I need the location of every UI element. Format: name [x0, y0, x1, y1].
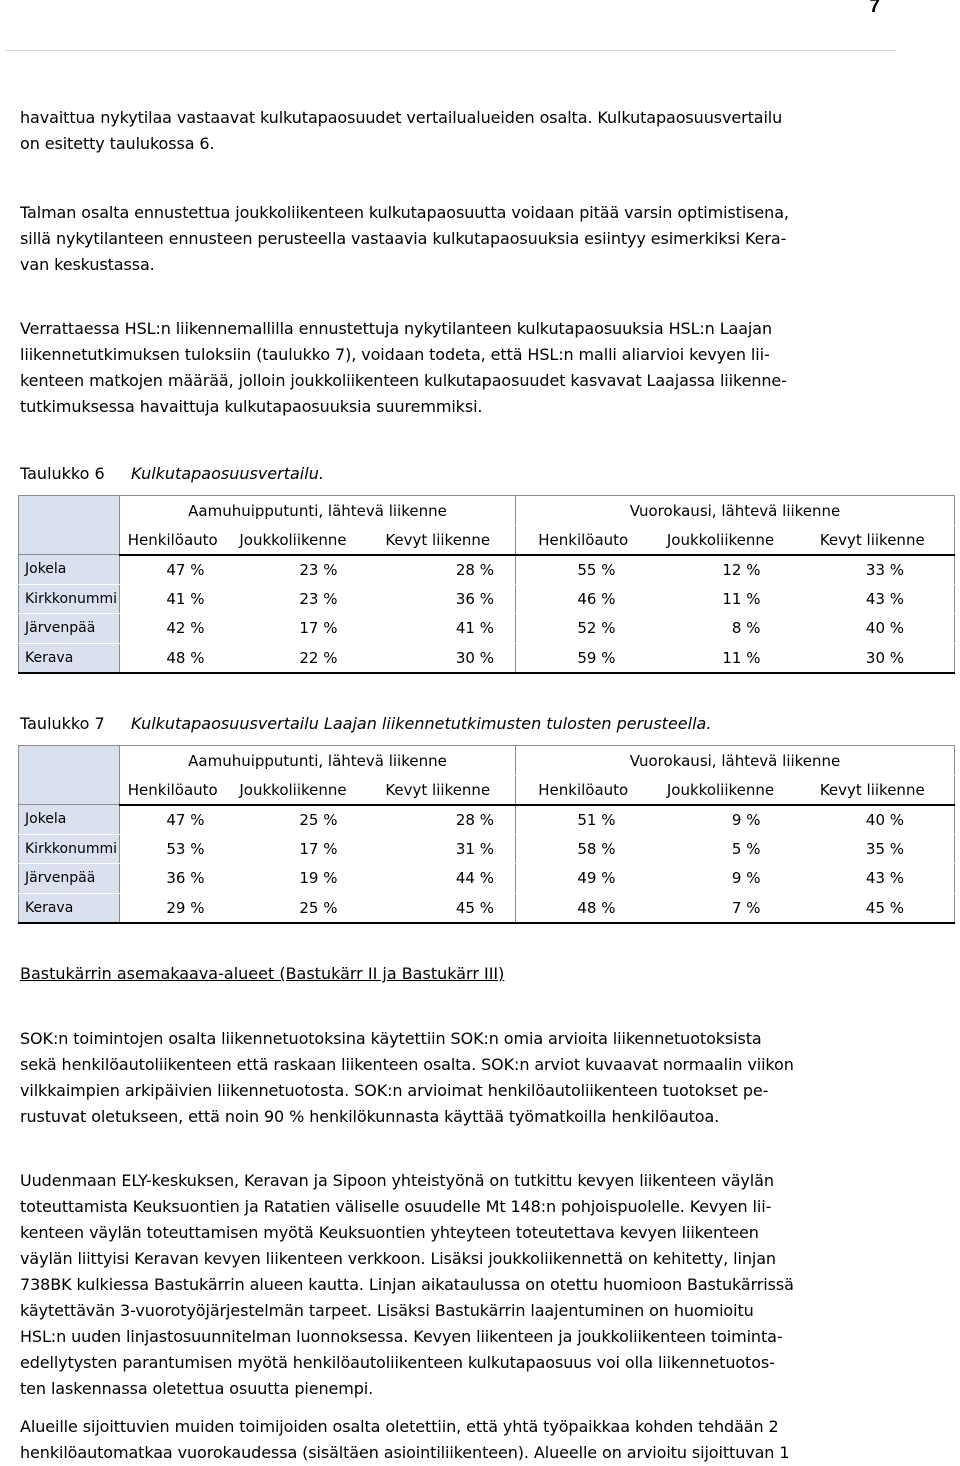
column-header: Joukkoliikenne — [651, 526, 791, 555]
column-header: Kevyt liikenne — [791, 526, 955, 555]
column-header: Kevyt liikenne — [361, 526, 516, 555]
text-line: henkilöautomatkaa vuorokaudessa (sisältäen asiointiliikenteen). Alueelle on arvioitu sijoittuvan 1 — [20, 1443, 790, 1462]
table-corner — [19, 746, 120, 805]
table-cell: 47 % — [120, 555, 226, 585]
text-line: rustuvat oletukseen, että noin 90 % henkilökunnasta käyttää työmatkoilla henkilöautoa. — [20, 1107, 720, 1126]
table-cell: 48 % — [120, 643, 226, 673]
table-cell: 5 % — [651, 834, 791, 864]
table-cell: 47 % — [120, 805, 226, 835]
header-rule — [5, 50, 896, 51]
table-7 — [18, 745, 955, 924]
section-heading: Bastukärrin asemakaava-alueet (Bastukärr II ja Bastukärr III) — [20, 964, 505, 983]
text-line: van keskustassa. — [20, 255, 155, 274]
text-line: toteuttamista Keuksuontien ja Ratatien väliselle osuudelle Mt 148:n pohjoispuolelle. Kevyen lii- — [20, 1197, 772, 1216]
table-cell: 43 % — [791, 584, 955, 614]
table-cell: 44 % — [361, 864, 516, 894]
group-header: Vuorokausi, lähtevä liikenne — [516, 746, 955, 776]
row-label: Kerava — [19, 643, 120, 673]
row-label: Järvenpää — [19, 614, 120, 644]
table-cell: 25 % — [226, 893, 361, 923]
table-cell: 45 % — [791, 893, 955, 923]
table-cell: 43 % — [791, 864, 955, 894]
table-row — [19, 555, 955, 585]
table-row — [19, 805, 955, 835]
table-7-caption — [20, 713, 711, 735]
row-label: Kerava — [19, 893, 120, 923]
text-line: edellytysten parantumisen myötä henkilöautoliikenteen kulkutapaosuus voi olla liikennetuotos- — [20, 1353, 775, 1372]
table-cell: 17 % — [226, 614, 361, 644]
text-line: tutkimuksessa havaittuja kulkutapaosuuksia suuremmiksi. — [20, 397, 483, 416]
table-cell: 53 % — [120, 834, 226, 864]
table-cell: 8 % — [651, 614, 791, 644]
table-cell: 9 % — [651, 864, 791, 894]
paragraph-5 — [20, 1168, 880, 1402]
table-cell: 40 % — [791, 805, 955, 835]
table-row — [19, 834, 955, 864]
paragraph-2 — [20, 200, 880, 278]
column-header: Kevyt liikenne — [361, 776, 516, 805]
table-cell: 36 % — [120, 864, 226, 894]
table-cell: 9 % — [651, 805, 791, 835]
text-line: kenteen matkojen määrää, jolloin joukkoliikenteen kulkutapaosuudet kasvavat Laajassa liikenne- — [20, 371, 787, 390]
text-line: Alueille sijoittuvien muiden toimijoiden osalta oletettiin, että yhtä työpaikkaa kohden tehdään 2 — [20, 1417, 779, 1436]
table-cell: 59 % — [516, 643, 651, 673]
table-6-caption — [20, 463, 324, 485]
paragraph-3 — [20, 316, 880, 420]
table-cell: 30 % — [361, 643, 516, 673]
column-header: Kevyt liikenne — [791, 776, 955, 805]
table-cell: 11 % — [651, 643, 791, 673]
text-line: kenteen väylän toteuttamisen myötä Keuksuontien yhteyteen toteutettava kevyen liikenteen — [20, 1223, 759, 1242]
table-row — [19, 864, 955, 894]
table-cell: 49 % — [516, 864, 651, 894]
text-line: liikennetutkimuksen tuloksiin (taulukko 7), voidaan todeta, että HSL:n malli aliarvioi kevyen lii- — [20, 345, 770, 364]
table-cell: 11 % — [651, 584, 791, 614]
table-title: Kulkutapaosuusvertailu Laajan liikennetutkimusten tulosten perusteella. — [131, 714, 712, 733]
text-line: väylän liittyisi Keravan kevyen liikenteen verkkoon. Lisäksi joukkoliikennettä on kehitetty, linjan — [20, 1249, 776, 1268]
paragraph-4 — [20, 1026, 880, 1130]
text-line: käytettävän 3-vuorotyöjärjestelmän tarpeet. Lisäksi Bastukärrin laajentuminen on huomioitu — [20, 1301, 754, 1320]
table-label: Taulukko 6 — [20, 464, 105, 483]
page-number: 7 — [869, 0, 880, 17]
row-label: Kirkkonummi — [19, 834, 120, 864]
group-header: Aamuhuipputunti, lähtevä liikenne — [120, 496, 516, 526]
text-line: on esitetty taulukossa 6. — [20, 134, 215, 153]
table-cell: 31 % — [361, 834, 516, 864]
table-cell: 51 % — [516, 805, 651, 835]
table-cell: 40 % — [791, 614, 955, 644]
text-line: Uudenmaan ELY-keskuksen, Keravan ja Sipoon yhteistyönä on tutkittu kevyen liikenteen väylän — [20, 1171, 774, 1190]
table-cell: 55 % — [516, 555, 651, 585]
table-cell: 52 % — [516, 614, 651, 644]
table-cell: 42 % — [120, 614, 226, 644]
column-header: Henkilöauto — [120, 526, 226, 555]
table-label: Taulukko 7 — [20, 714, 105, 733]
table-cell: 48 % — [516, 893, 651, 923]
table-cell: 12 % — [651, 555, 791, 585]
table-cell: 45 % — [361, 893, 516, 923]
table-cell: 58 % — [516, 834, 651, 864]
text-line: HSL:n uuden linjastosuunnitelman luonnoksessa. Kevyen liikenteen ja joukkoliikenteen toiminta- — [20, 1327, 783, 1346]
table-6 — [18, 495, 955, 674]
table-row — [19, 584, 955, 614]
text-line: sekä henkilöautoliikenteen että raskaan liikenteen osalta. SOK:n arviot kuvaavat normaalin viikon — [20, 1055, 794, 1074]
text-line: havaittua nykytilaa vastaavat kulkutapaosuudet vertailualueiden osalta. Kulkutapaosuusvertailu — [20, 108, 783, 127]
row-label: Jokela — [19, 555, 120, 585]
text-line: sillä nykytilanteen ennusteen perusteella vastaavia kulkutapaosuuksia esiintyy esimerkiksi Kera- — [20, 229, 787, 248]
text-line: Talman osalta ennustettua joukkoliikenteen kulkutapaosuutta voidaan pitää varsin optimistisena, — [20, 203, 789, 222]
table-corner — [19, 496, 120, 555]
column-header: Henkilöauto — [120, 776, 226, 805]
table-cell: 33 % — [791, 555, 955, 585]
column-header: Henkilöauto — [516, 776, 651, 805]
row-label: Kirkkonummi — [19, 584, 120, 614]
table-cell: 23 % — [226, 555, 361, 585]
table-cell: 41 % — [120, 584, 226, 614]
table-cell: 25 % — [226, 805, 361, 835]
table-cell: 7 % — [651, 893, 791, 923]
table-row — [19, 893, 955, 923]
table-cell: 28 % — [361, 555, 516, 585]
table-cell: 22 % — [226, 643, 361, 673]
table-cell: 29 % — [120, 893, 226, 923]
table-row — [19, 614, 955, 644]
text-line: ten laskennassa oletettua osuutta pienempi. — [20, 1379, 374, 1398]
column-header: Joukkoliikenne — [226, 526, 361, 555]
text-line: Verrattaessa HSL:n liikennemallilla ennustettuja nykytilanteen kulkutapaosuuksia HSL:n Laajan — [20, 319, 773, 338]
table-cell: 30 % — [791, 643, 955, 673]
group-header: Aamuhuipputunti, lähtevä liikenne — [120, 746, 516, 776]
table-cell: 36 % — [361, 584, 516, 614]
table-cell: 17 % — [226, 834, 361, 864]
table-cell: 46 % — [516, 584, 651, 614]
group-header: Vuorokausi, lähtevä liikenne — [516, 496, 955, 526]
table-row — [19, 643, 955, 673]
paragraph-1 — [20, 105, 880, 157]
text-line: 738BK kulkiessa Bastukärrin alueen kautta. Linjan aikataulussa on otettu huomioon Bastukärrissä — [20, 1275, 794, 1294]
table-cell: 41 % — [361, 614, 516, 644]
column-header: Henkilöauto — [516, 526, 651, 555]
table-cell: 28 % — [361, 805, 516, 835]
row-label: Jokela — [19, 805, 120, 835]
table-title: Kulkutapaosuusvertailu. — [131, 464, 324, 483]
text-line: SOK:n toimintojen osalta liikennetuotoksina käytettiin SOK:n omia arvioita liikennetuotoksista — [20, 1029, 762, 1048]
table-cell: 19 % — [226, 864, 361, 894]
table-cell: 23 % — [226, 584, 361, 614]
text-line: vilkkaimpien arkipäivien liikennetuotosta. SOK:n arvioimat henkilöautoliikenteen tuotokset pe- — [20, 1081, 769, 1100]
paragraph-6 — [20, 1414, 880, 1466]
column-header: Joukkoliikenne — [651, 776, 791, 805]
row-label: Järvenpää — [19, 864, 120, 894]
table-cell: 35 % — [791, 834, 955, 864]
column-header: Joukkoliikenne — [226, 776, 361, 805]
